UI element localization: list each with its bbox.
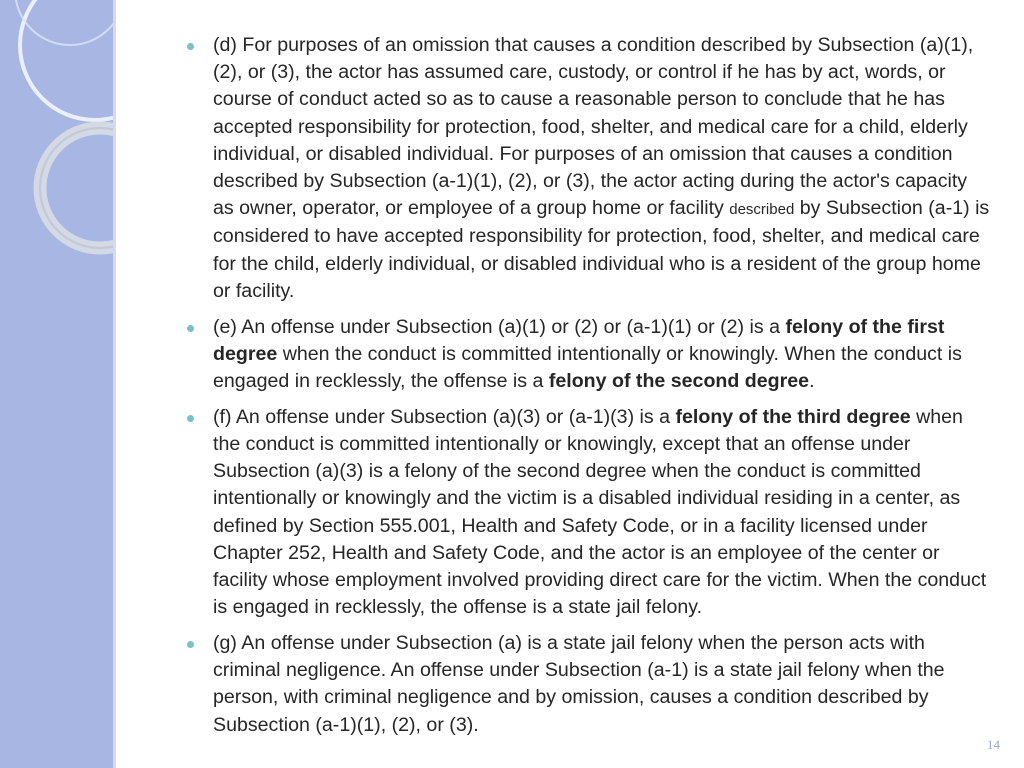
item-e-text-1: (e) An offense under Subsection (a)(1) or (2) or (a-1)(1) or (2) is a [213, 315, 786, 338]
list-item-e [187, 314, 992, 396]
list-item-d [187, 32, 992, 305]
bullet-icon [187, 641, 194, 648]
list-item-g [187, 630, 992, 739]
item-f-text-2: when the conduct is committed intentionally or knowingly, except that an offense under Subsection (a)(3) is a felony of the second degree when the conduct is committed intentionally or knowingly and the victim is a disabled individual residing in a center, as defined by Section 555.001, Health and Safety Code, or in a facility licensed under Chapter 252, Health and Safety Code, and the actor is an employee of the center or facility whose employment involved providing direct care for the victim. When the conduct is engaged in recklessly, the offense is a state jail felony. [213, 405, 987, 619]
slide-content [187, 32, 992, 747]
item-d-text-2: by Subsection (a-1) is considered to have accepted responsibility for protection, food, shelter, and medical care for the child, elderly individual, or disabled individual who is a resident of the group home or facility. [213, 197, 990, 302]
item-d-text-1: (d) For purposes of an omission that causes a condition described by Subsection (a)(1), (2), or (3), the actor has assumed care, custody, or control if he has by act, words, or course of conduct acted so as to cause a reasonable person to conclude that he has accepted responsibility for protection, food, shelter, and medical care for a child, elderly individual, or disabled individual. For purposes of an omission that causes a condition described by Subsection (a-1)(1), (2), or (3), the actor acting during the actor's capacity as owner, operator, or employee of a group home or facility [213, 34, 974, 220]
item-e-text-3: . [809, 370, 815, 393]
decorative-side-band [0, 0, 113, 768]
item-e-bold-2: felony of the second degree [548, 370, 810, 393]
bullet-icon [187, 325, 194, 332]
decorative-rings [0, 0, 113, 768]
item-f-bold-1: felony of the third degree [675, 405, 911, 428]
list-item-f [187, 404, 992, 622]
item-f-text-1: (f) An offense under Subsection (a)(3) or (a-1)(3) is a [213, 405, 676, 428]
bullet-icon [187, 43, 194, 50]
side-band-edge [113, 0, 116, 768]
page-number: 14 [987, 737, 1000, 752]
item-g-text-1: (g) An offense under Subsection (a) is a state jail felony when the person acts with criminal negligence. An offense under Subsection (a-1) is a state jail felony when the person, with criminal negligence and by omission, causes a condition described by Subsection (a-1)(1), (2), or (3). [213, 632, 945, 736]
item-d-text-small: described [729, 201, 795, 219]
item-e-text-2: when the conduct is committed intentionally or knowingly. When the conduct is engaged in recklessly, the offense is a [213, 342, 962, 393]
bullet-icon [187, 415, 194, 422]
item-e-bold-1: felony of the first degree [213, 315, 945, 365]
